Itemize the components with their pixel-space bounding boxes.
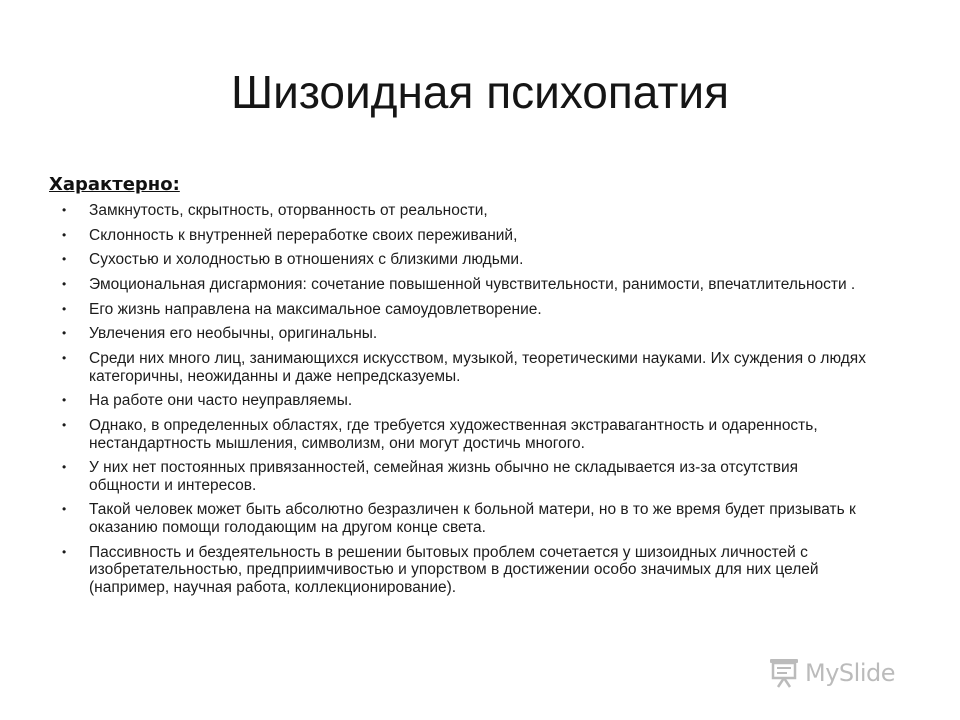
bullet-icon: • <box>62 203 67 217</box>
list-item: • У них нет постоянных привязанностей, семейная жизнь обычно не складывается из-за отсутствия общности и интересов. <box>62 459 799 494</box>
slide-content <box>49 172 872 603</box>
bullet-icon: • <box>62 277 67 292</box>
bullet-icon: • <box>62 460 67 475</box>
projector-screen-icon <box>767 656 801 690</box>
list-item: • На работе они часто неуправляемы. <box>62 392 353 410</box>
bullet-icon: • <box>62 502 67 517</box>
list-item: • Такой человек может быть абсолютно безразличен к больной матери, но в то же время будет призывать к оказанию помощи голодающим на другом конце света. <box>62 501 856 536</box>
bullet-icon: • <box>62 544 67 559</box>
bullet-icon: • <box>62 301 67 316</box>
list-item: • Замкнутость, скрытность, оторванность от реальности, <box>62 202 488 219</box>
bullet-icon: • <box>62 418 67 432</box>
bullet-icon: • <box>62 252 67 267</box>
list-item: • Его жизнь направлена на максимальное самоудовлетворение. <box>62 300 542 318</box>
list-item: • Однако, в определенных областях, где требуется художественная экстравагантность и одаренность, нестандартность мышления, символизм, они могут достичь многого. <box>62 417 818 452</box>
section-heading: Характерно: <box>49 174 180 195</box>
watermark-text: MySlide <box>805 659 895 687</box>
list-item: • Пассивность и бездеятельность в решении бытовых проблем сочетается у шизоидных личностей с изобретательностью, предприимчивостью и упорством в достижении особо значимых для них целей (например, научная работа, коллекционирование). <box>62 543 819 596</box>
list-item: • Склонность к внутренней переработке своих переживаний, <box>62 226 518 244</box>
slide-title: Шизоидная психопатия <box>230 66 730 118</box>
bullet-icon: • <box>62 326 67 341</box>
list-item: • Эмоциональная дисгармония: сочетание повышенной чувствительности, ранимости, впечатлительности . <box>62 276 856 294</box>
list-item: • Среди них много лиц, занимающихся искусством, музыкой, теоретическими науками. Их суждения о людях категоричны, неожиданны и даже непредсказуемы. <box>62 350 866 385</box>
bullet-icon: • <box>62 393 67 408</box>
bullet-icon: • <box>62 227 67 242</box>
list-item: • Увлечения его необычны, оригинальны. <box>62 325 378 343</box>
watermark <box>767 655 927 691</box>
list-item: • Сухостью и холодностью в отношениях с близкими людьми. <box>62 251 524 269</box>
bullet-list <box>62 202 872 596</box>
bullet-icon: • <box>62 351 67 366</box>
